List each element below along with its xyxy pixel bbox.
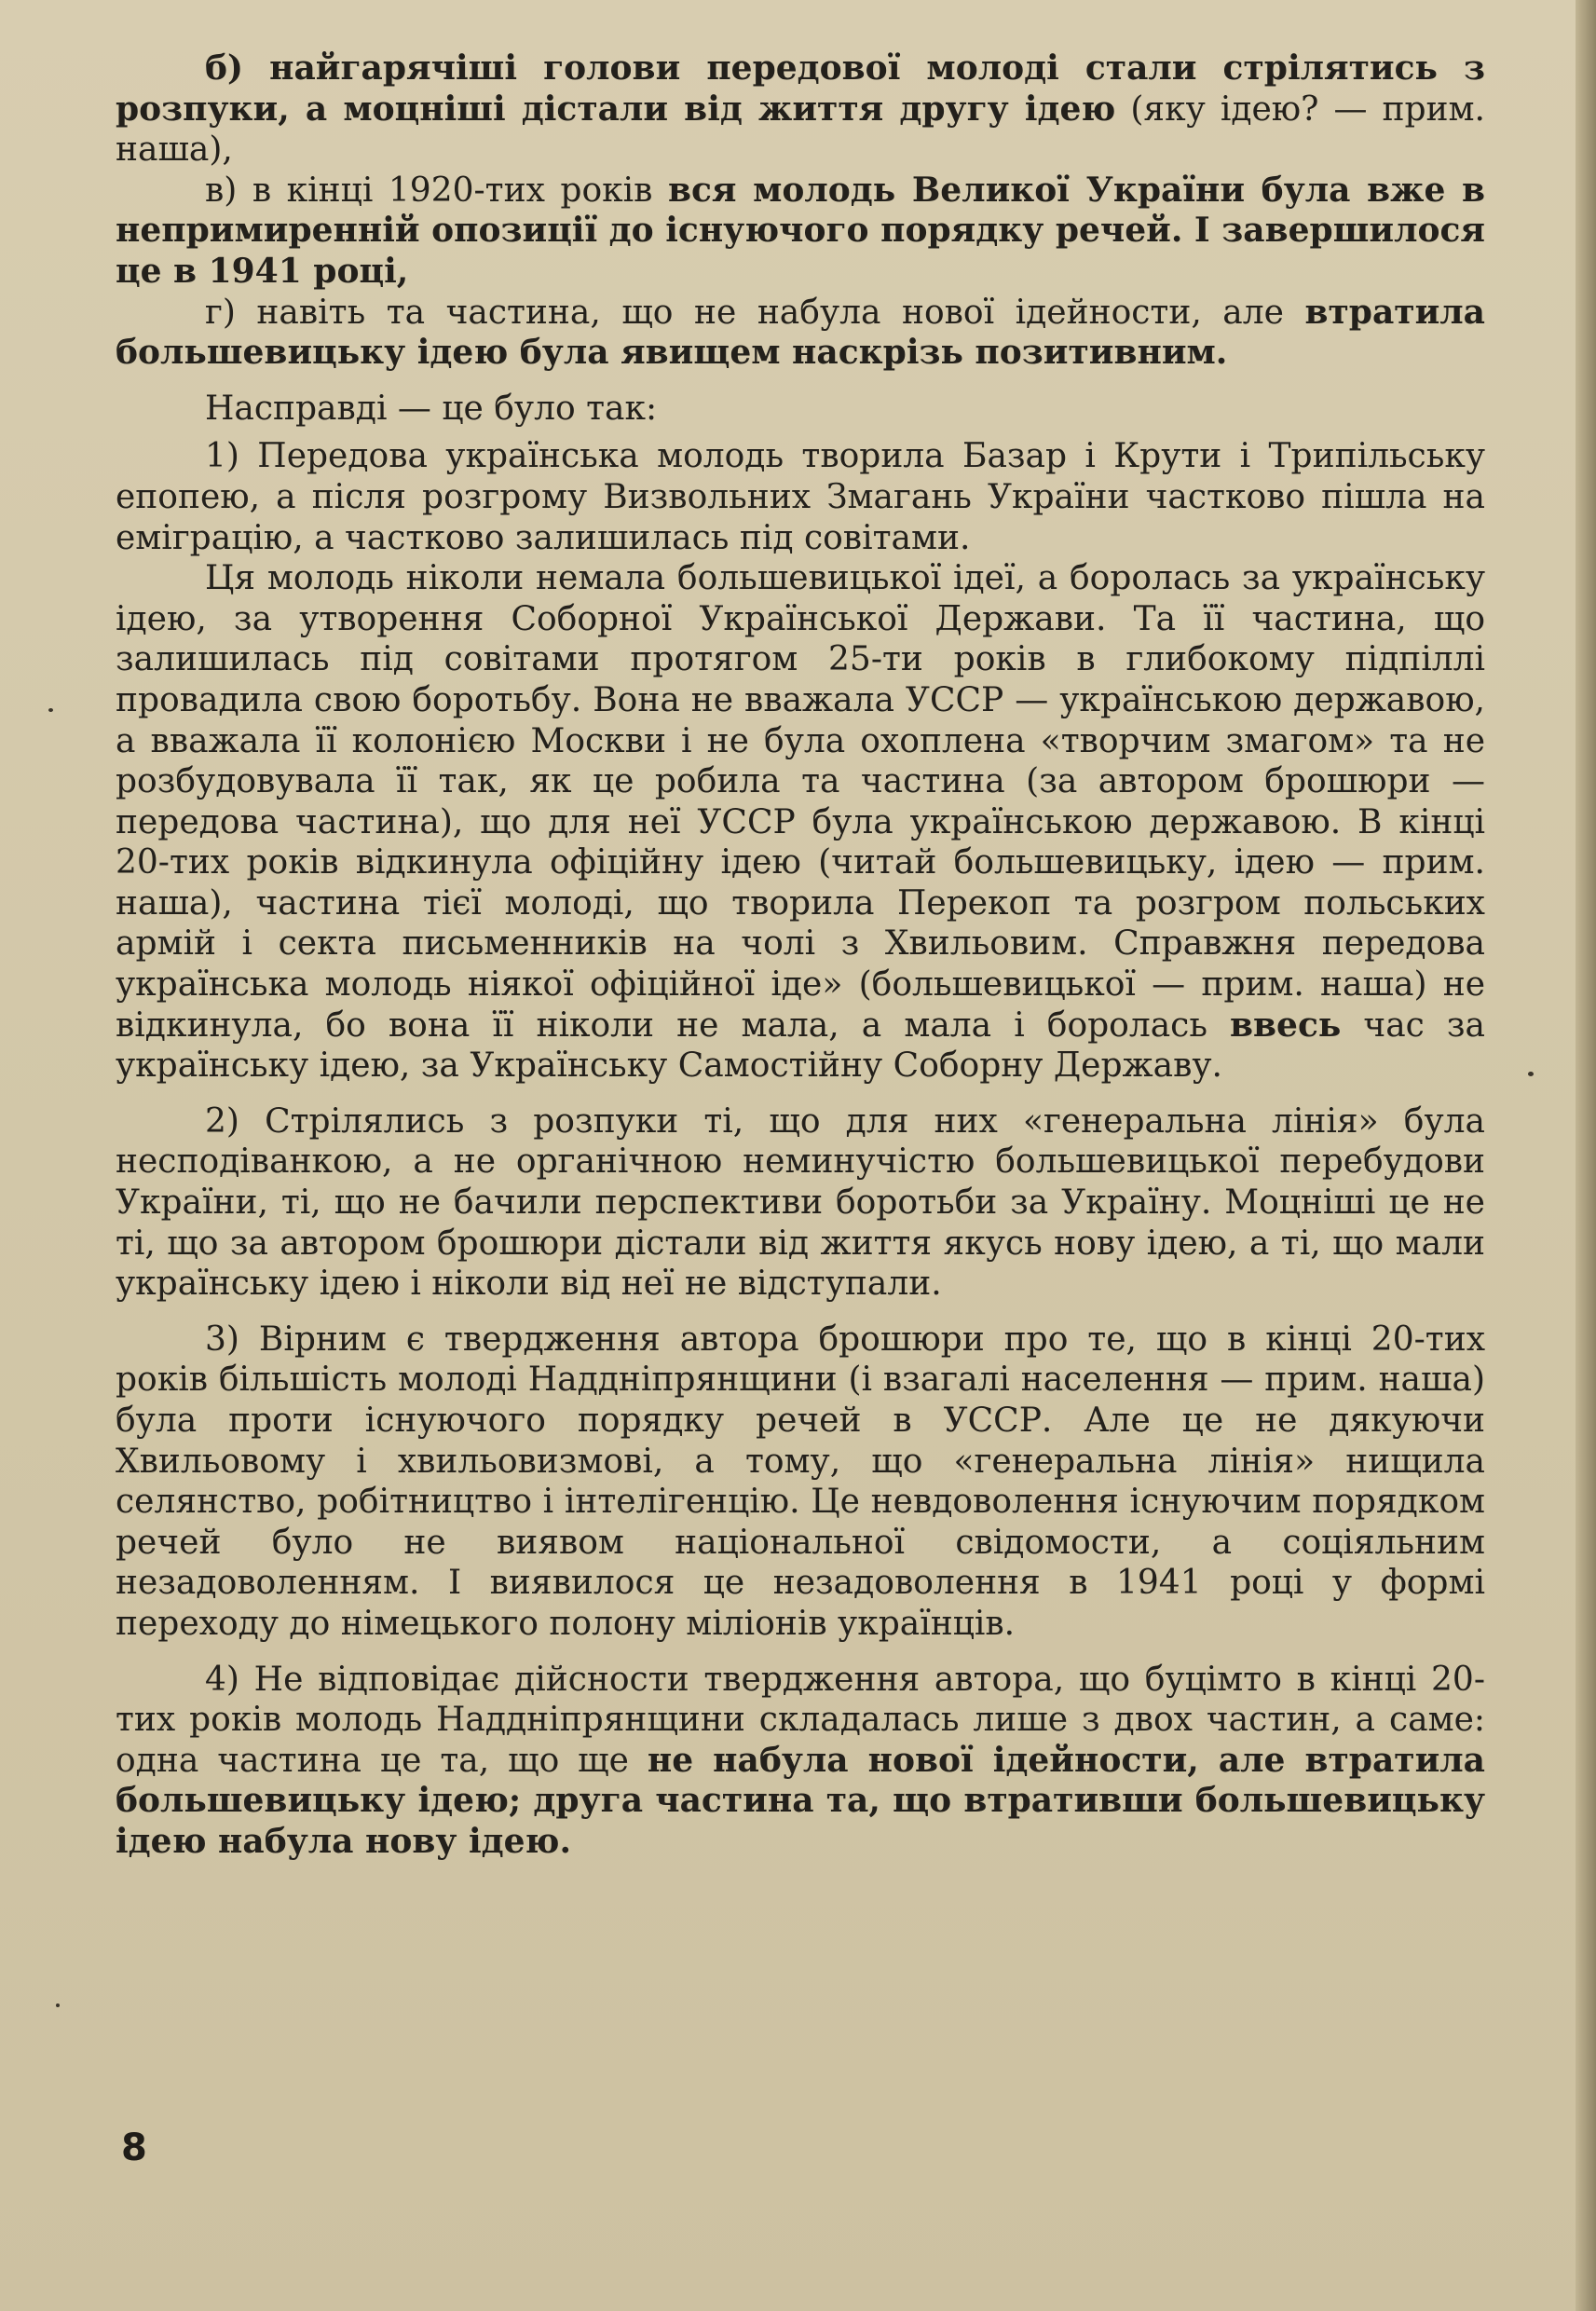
- body-text: [116, 48, 1485, 1863]
- paragraph-g: [116, 293, 1485, 374]
- text-run: (яку ідею? — прим. наша),: [116, 89, 1485, 170]
- text-run-bold: вся молодь Великої України була вже в непримиренній опозиції до існуючого порядку речей. І завершилося це в 1941 році,: [116, 170, 1485, 291]
- paper-speck: [1528, 1072, 1534, 1076]
- paper-speck: [48, 708, 53, 712]
- paragraph-intro: [116, 389, 1485, 430]
- paragraph-v: [116, 171, 1485, 293]
- paragraph-2: [116, 1101, 1485, 1305]
- text-run: 1) Передова українська молодь творила Базар і Крути і Трипільську епопею, а після розгрому Визвольних Змагань України частково пішла на еміграцію, а частково залишилась під совітами.: [116, 437, 1485, 557]
- text-run: г) навіть та частина, що не набула нової ідейности, але: [205, 293, 1305, 332]
- text-run-bold: не набула нової ідейности, але втратила большевицьку ідею; друга частина та, що втративши большевицьку ідею набула нову ідею.: [116, 1740, 1486, 1861]
- paper-speck: [56, 2003, 60, 2007]
- paragraph-4: [116, 1660, 1485, 1863]
- text-run-bold: втратила большевицьку ідею була явищем наскрізь позитивним.: [116, 292, 1485, 373]
- paragraph-1b: [116, 558, 1485, 1087]
- text-run: час за українську ідею, за Українську Самостійну Соборну Державу.: [116, 1005, 1485, 1086]
- text-run-bold: б) найгарячіші голови передової молоді стали стрілятись з розпуки, а моцніші дістали від життя другу ідею: [116, 48, 1485, 129]
- paragraph-1: [116, 436, 1485, 558]
- paragraph-b: [116, 48, 1485, 171]
- text-run: в) в кінці 1920-тих років: [205, 171, 668, 210]
- text-run-bold: ввесь: [1230, 1005, 1342, 1045]
- text-run: 3) Вірним є твердження автора брошюри про те, що в кінці 20-тих років більшість молоді Наддніпрянщини (і взагалі населення — прим. наша) була проти існуючого порядку речей в УССР. Але це не дякуючи Хвильовому і хвильовизмові, а тому, що «генеральна лінія» нищила селянство, робітництво і інтелігенцію. Це невдоволення існуючим порядком речей було не виявом національної свідомости, а соціяльним незадоволенням. І виявилося це незадоволення в 1941 році у формі переходу до німецького полону міліонів українців.: [116, 1320, 1485, 1643]
- text-run: 2) Стрілялись з розпуки ті, що для них «генеральна лінія» була несподіванкою, а не органічною неминучістю большевицької перебудови України, ті, що не бачили перспективи боротьби за Україну. Моцніші це не ті, що за автором брошюри дістали від життя якусь нову ідею, а ті, що мали українську ідею і ніколи від неї не відступали.: [116, 1101, 1485, 1304]
- text-run: 4) Не відповідає дійсности твердження автора, що буцімто в кінці 20-тих років молодь Наддніпрянщини складалась лише з двох частин, а саме: одна частина це та, що ще: [116, 1660, 1485, 1780]
- page-edge: [1576, 0, 1596, 2311]
- paragraph-3: [116, 1320, 1485, 1645]
- page-number: 8: [121, 2126, 147, 2169]
- text-run: Насправді — це було так:: [205, 389, 658, 428]
- text-run: Ця молодь ніколи немала большевицької ідеї, а боролась за українську ідею, за утворення Соборної Української Держави. Та її частина, що залишилась під совітами протягом 25-ти років в глибокому підпіллі провадила свою боротьбу. Вона не вважала УССР — українською державою, а вважала її колонією Москви і не була охоплена «творчим змагом» та не розбудовувала її так, як це робила та частина (за автором брошюри — передова частина), що для неї УССР була українською державою. В кінці 20-тих років відкинула офіційну ідею (читай большевицьку, ідею — прим. наша), частина тієї молоді, що творила Перекоп та розгром польських армій і секта письменників на чолі з Хвильовим. Справжня передова українська молодь ніякої офіційної іде» (большевицької — прим. наша) не відкинула, бо вона її ніколи не мала, а мала і боролась: [116, 559, 1485, 1045]
